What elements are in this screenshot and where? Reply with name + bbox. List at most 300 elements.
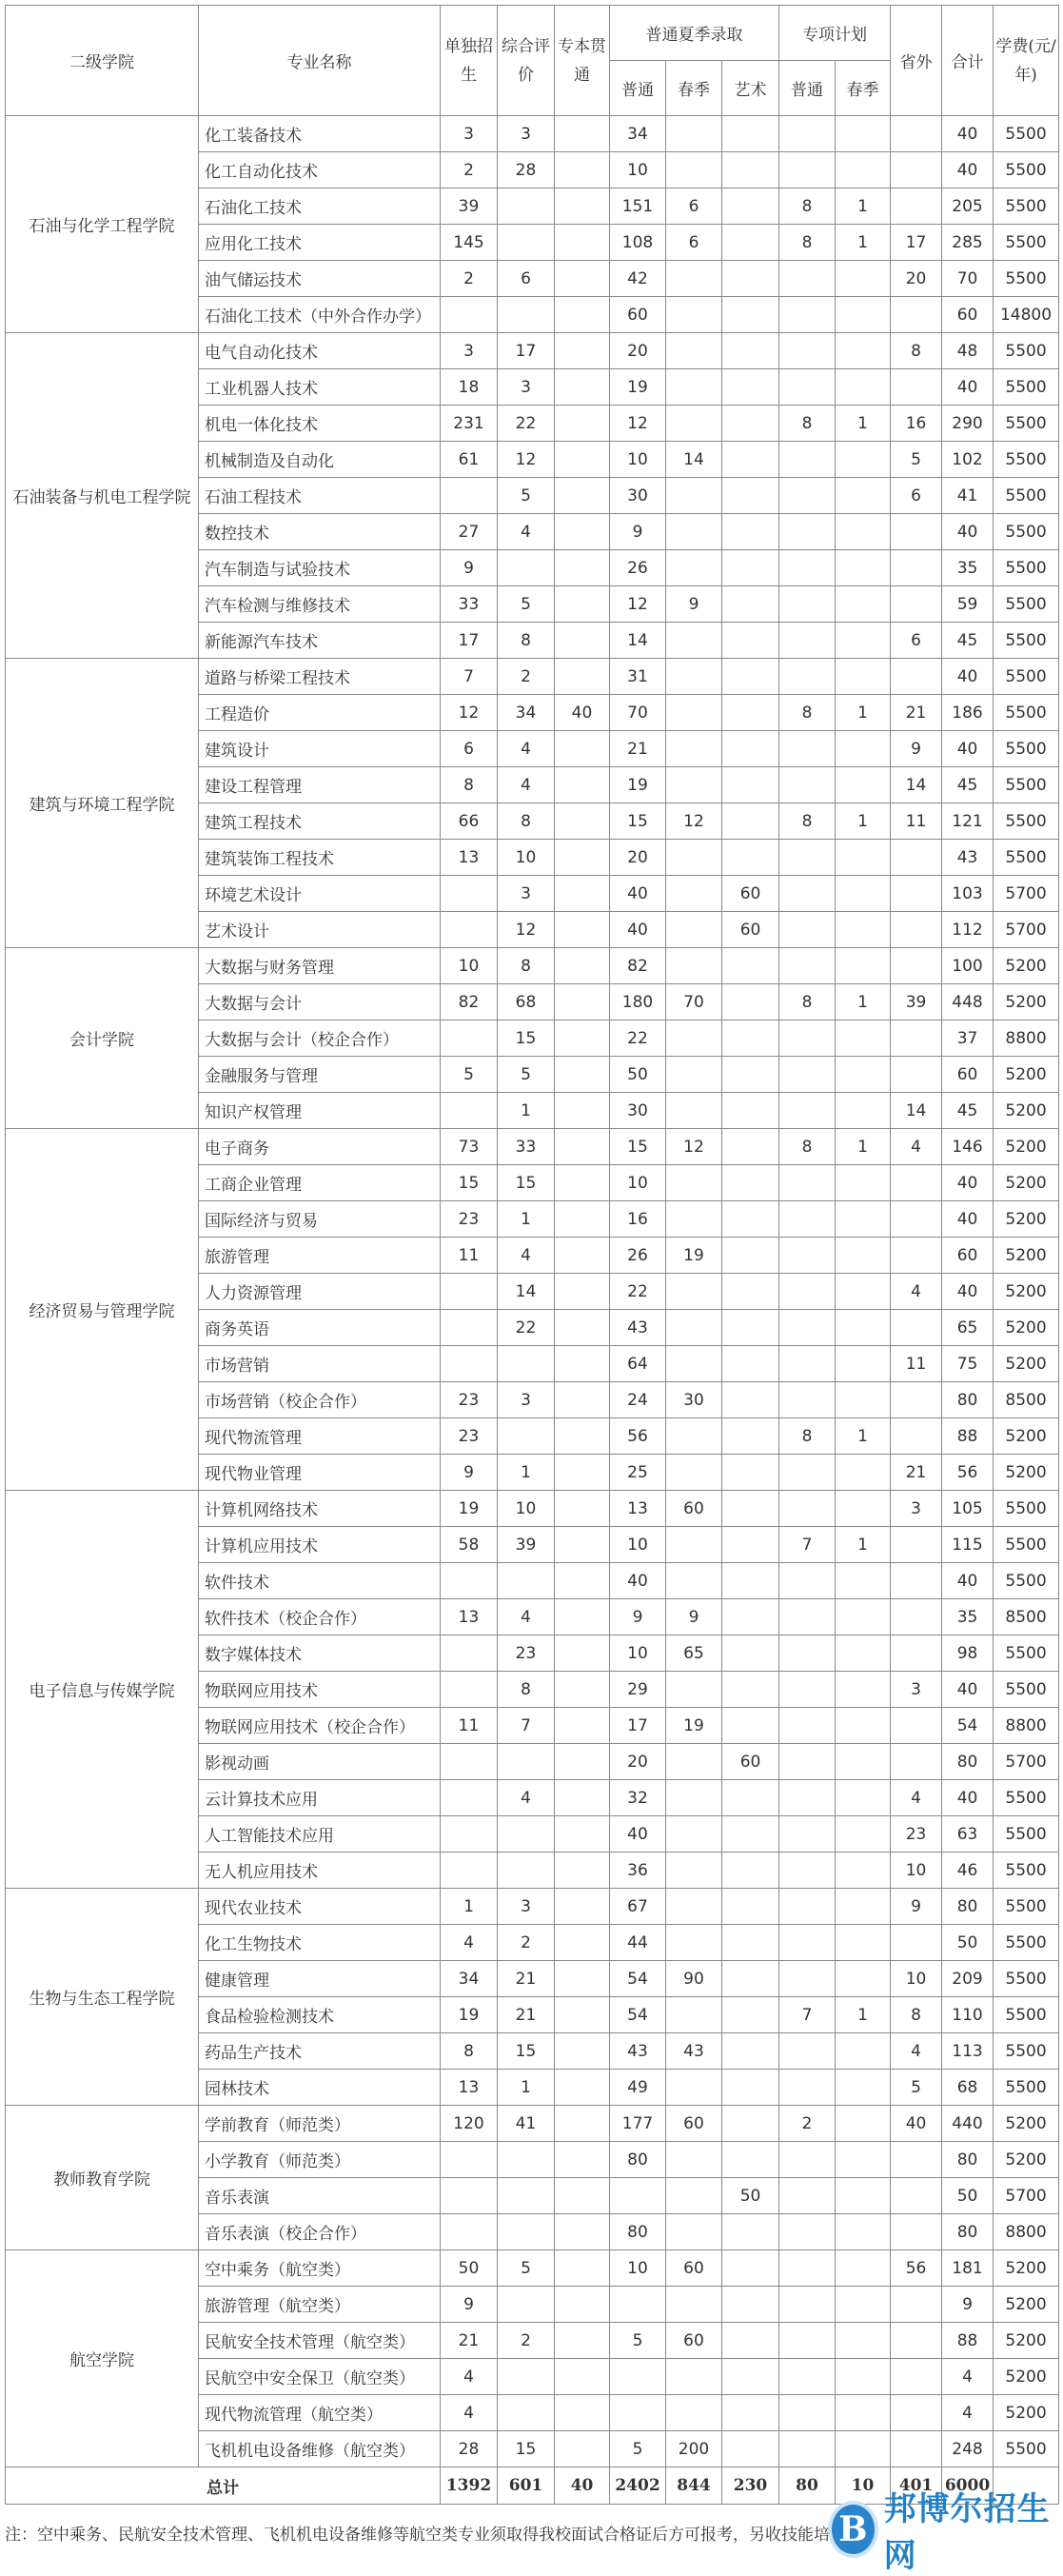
college-name: 会计学院	[6, 948, 199, 1129]
cell-through	[555, 1635, 610, 1672]
cell-total: 448	[942, 984, 994, 1020]
cell-special-regular: 8	[779, 984, 836, 1020]
cell-summer-regular: 43	[610, 1310, 666, 1346]
major-name: 现代农业技术	[199, 1889, 441, 1925]
cell-total: 110	[942, 1997, 994, 2033]
cell-special-regular: 8	[779, 1418, 836, 1455]
cell-summer-spring	[666, 333, 722, 369]
cell-special-spring	[836, 1708, 891, 1744]
cell-out-of-province: 9	[891, 731, 942, 767]
major-name: 小学教育（师范类）	[199, 2142, 441, 2178]
cell-out-of-province	[891, 2323, 942, 2359]
cell-summer-art	[722, 2070, 779, 2106]
cell-special-spring	[836, 1238, 891, 1274]
cell-solo	[441, 1020, 498, 1057]
major-name: 计算机应用技术	[199, 1527, 441, 1563]
cell-solo: 34	[441, 1961, 498, 1997]
cell-tuition: 5500	[994, 767, 1059, 803]
cell-summer-regular: 20	[610, 333, 666, 369]
cell-summer-spring	[666, 1744, 722, 1780]
cell-comprehensive: 2	[498, 2323, 555, 2359]
major-name: 国际经济与贸易	[199, 1201, 441, 1238]
cell-special-spring	[836, 1201, 891, 1238]
cell-tuition: 5500	[994, 406, 1059, 442]
cell-through	[555, 731, 610, 767]
cell-through	[555, 2106, 610, 2142]
cell-special-spring	[836, 333, 891, 369]
cell-solo	[441, 2214, 498, 2250]
cell-summer-spring	[666, 1672, 722, 1708]
cell-out-of-province: 14	[891, 767, 942, 803]
major-name: 人工智能技术应用	[199, 1816, 441, 1853]
major-name: 大数据与会计	[199, 984, 441, 1020]
cell-total: 285	[942, 225, 994, 261]
cell-solo: 23	[441, 1201, 498, 1238]
cell-solo	[441, 1744, 498, 1780]
cell-summer-spring: 12	[666, 803, 722, 840]
cell-out-of-province: 6	[891, 478, 942, 514]
cell-through	[555, 261, 610, 297]
cell-solo: 13	[441, 840, 498, 876]
cell-comprehensive: 1	[498, 2070, 555, 2106]
cell-out-of-province: 39	[891, 984, 942, 1020]
cell-special-regular: 8	[779, 1129, 836, 1165]
cell-special-regular	[779, 840, 836, 876]
cell-special-spring	[836, 2250, 891, 2287]
cell-summer-art	[722, 1961, 779, 1997]
cell-solo: 231	[441, 406, 498, 442]
cell-total: 48	[942, 333, 994, 369]
cell-special-regular	[779, 116, 836, 152]
cell-total: 121	[942, 803, 994, 840]
cell-through	[555, 2070, 610, 2106]
cell-comprehensive: 8	[498, 803, 555, 840]
major-name: 数字媒体技术	[199, 1635, 441, 1672]
cell-special-spring	[836, 1780, 891, 1816]
cell-through	[555, 1165, 610, 1201]
cell-comprehensive: 5	[498, 478, 555, 514]
cell-summer-spring	[666, 1274, 722, 1310]
cell-summer-art: 60	[722, 1744, 779, 1780]
cell-tuition: 5500	[994, 803, 1059, 840]
cell-solo	[441, 2142, 498, 2178]
cell-through	[555, 1346, 610, 1382]
cell-total: 88	[942, 2323, 994, 2359]
cell-comprehensive: 22	[498, 406, 555, 442]
major-name: 化工装备技术	[199, 116, 441, 152]
cell-special-spring	[836, 731, 891, 767]
cell-special-spring	[836, 876, 891, 912]
cell-solo	[441, 1853, 498, 1889]
cell-comprehensive: 28	[498, 152, 555, 188]
cell-summer-spring	[666, 297, 722, 333]
cell-summer-spring	[666, 659, 722, 695]
major-name: 工业机器人技术	[199, 369, 441, 406]
cell-summer-regular: 17	[610, 1708, 666, 1744]
cell-special-regular	[779, 1455, 836, 1491]
cell-special-regular	[779, 2142, 836, 2178]
cell-summer-spring	[666, 623, 722, 659]
cell-total: 80	[942, 2142, 994, 2178]
cell-summer-spring	[666, 1346, 722, 1382]
cell-special-regular	[779, 1020, 836, 1057]
cell-comprehensive: 34	[498, 695, 555, 731]
table-row	[6, 2250, 1059, 2287]
cell-solo: 4	[441, 1925, 498, 1961]
cell-tuition: 5500	[994, 333, 1059, 369]
cell-special-spring	[836, 767, 891, 803]
cell-solo	[441, 1274, 498, 1310]
college-name: 教师教育学院	[6, 2106, 199, 2250]
cell-summer-spring: 90	[666, 1961, 722, 1997]
cell-solo: 13	[441, 1599, 498, 1635]
cell-comprehensive: 4	[498, 1599, 555, 1635]
cell-through	[555, 586, 610, 623]
cell-summer-art	[722, 152, 779, 188]
cell-special-regular: 7	[779, 1997, 836, 2033]
cell-summer-spring: 30	[666, 1382, 722, 1418]
header-special-regular: 普通	[779, 61, 836, 116]
cell-special-spring	[836, 1635, 891, 1672]
major-name: 旅游管理（航空类）	[199, 2287, 441, 2323]
cell-solo: 4	[441, 2359, 498, 2395]
major-name: 油气储运技术	[199, 261, 441, 297]
major-name: 软件技术（校企合作）	[199, 1599, 441, 1635]
total-through: 40	[555, 2467, 610, 2505]
cell-special-spring	[836, 1961, 891, 1997]
major-name: 金融服务与管理	[199, 1057, 441, 1093]
major-name: 药品生产技术	[199, 2033, 441, 2070]
major-name: 应用化工技术	[199, 225, 441, 261]
cell-total: 9	[942, 2287, 994, 2323]
cell-through	[555, 1672, 610, 1708]
cell-comprehensive	[498, 2395, 555, 2431]
cell-solo	[441, 478, 498, 514]
major-name: 艺术设计	[199, 912, 441, 948]
table-row	[6, 659, 1059, 695]
cell-summer-art	[722, 550, 779, 586]
cell-through	[555, 2431, 610, 2467]
cell-solo	[441, 1310, 498, 1346]
cell-special-regular: 8	[779, 406, 836, 442]
cell-special-spring	[836, 116, 891, 152]
total-solo: 1392	[441, 2467, 498, 2505]
cell-summer-art	[722, 1346, 779, 1382]
cell-through	[555, 1780, 610, 1816]
cell-special-spring: 1	[836, 984, 891, 1020]
cell-summer-art	[722, 225, 779, 261]
cell-total: 4	[942, 2395, 994, 2431]
cell-through	[555, 2214, 610, 2250]
cell-comprehensive: 14	[498, 1274, 555, 1310]
cell-comprehensive	[498, 188, 555, 225]
cell-out-of-province	[891, 116, 942, 152]
cell-summer-art	[722, 2287, 779, 2323]
cell-through	[555, 188, 610, 225]
admission-plan-table	[5, 5, 1059, 2505]
cell-comprehensive: 12	[498, 912, 555, 948]
cell-total: 40	[942, 369, 994, 406]
cell-summer-art	[722, 1491, 779, 1527]
cell-summer-art	[722, 984, 779, 1020]
cell-out-of-province: 10	[891, 1853, 942, 1889]
header-summer-art: 艺术	[722, 61, 779, 116]
cell-special-regular	[779, 1780, 836, 1816]
cell-solo: 3	[441, 116, 498, 152]
cell-total: 102	[942, 442, 994, 478]
cell-solo: 8	[441, 2033, 498, 2070]
cell-summer-regular: 64	[610, 1346, 666, 1382]
cell-summer-art	[722, 1310, 779, 1346]
cell-solo: 12	[441, 695, 498, 731]
cell-comprehensive	[498, 2214, 555, 2250]
cell-out-of-province	[891, 2431, 942, 2467]
cell-through	[555, 116, 610, 152]
cell-special-spring	[836, 1346, 891, 1382]
cell-special-regular	[779, 2359, 836, 2395]
cell-summer-art	[722, 2033, 779, 2070]
cell-tuition: 5500	[994, 514, 1059, 550]
cell-tuition: 5700	[994, 2178, 1059, 2214]
cell-out-of-province	[891, 2214, 942, 2250]
cell-summer-spring	[666, 1455, 722, 1491]
cell-summer-regular: 19	[610, 767, 666, 803]
cell-through	[555, 1925, 610, 1961]
cell-total: 186	[942, 695, 994, 731]
total-summer-art: 230	[722, 2467, 779, 2505]
cell-through	[555, 1238, 610, 1274]
cell-summer-regular: 32	[610, 1780, 666, 1816]
cell-through	[555, 369, 610, 406]
cell-solo: 66	[441, 803, 498, 840]
cell-special-regular	[779, 1491, 836, 1527]
cell-comprehensive: 33	[498, 1129, 555, 1165]
cell-tuition: 5500	[994, 659, 1059, 695]
cell-special-spring	[836, 152, 891, 188]
cell-comprehensive	[498, 1563, 555, 1599]
cell-summer-art	[722, 1672, 779, 1708]
cell-out-of-province	[891, 948, 942, 984]
major-name: 现代物流管理	[199, 1418, 441, 1455]
cell-special-regular	[779, 586, 836, 623]
cell-through	[555, 550, 610, 586]
cell-out-of-province: 17	[891, 225, 942, 261]
cell-summer-regular: 25	[610, 1455, 666, 1491]
college-name: 建筑与环境工程学院	[6, 659, 199, 948]
cell-comprehensive	[498, 1853, 555, 1889]
footnote: 注：空中乘务、民航安全技术管理、飞机机电设备维修等航空类专业须取得我校面试合格证后方可报考，另收技能培	[5, 2526, 830, 2545]
cell-through	[555, 2178, 610, 2214]
cell-comprehensive: 1	[498, 1201, 555, 1238]
cell-through	[555, 297, 610, 333]
cell-comprehensive: 7	[498, 1708, 555, 1744]
cell-solo: 13	[441, 2070, 498, 2106]
cell-comprehensive: 5	[498, 586, 555, 623]
cell-special-spring	[836, 840, 891, 876]
major-name: 石油化工技术（中外合作办学）	[199, 297, 441, 333]
cell-special-spring	[836, 2142, 891, 2178]
cell-special-spring	[836, 1274, 891, 1310]
cell-solo: 61	[441, 442, 498, 478]
cell-special-spring	[836, 2214, 891, 2250]
cell-through	[555, 767, 610, 803]
cell-through	[555, 1310, 610, 1346]
cell-comprehensive: 8	[498, 1672, 555, 1708]
cell-through	[555, 2142, 610, 2178]
cell-summer-regular: 40	[610, 1563, 666, 1599]
college-name: 生物与生态工程学院	[6, 1889, 199, 2106]
cell-summer-spring	[666, 1816, 722, 1853]
cell-total: 50	[942, 2178, 994, 2214]
cell-out-of-province: 3	[891, 1491, 942, 1527]
cell-summer-regular: 36	[610, 1853, 666, 1889]
cell-tuition: 5500	[994, 188, 1059, 225]
cell-total: 45	[942, 623, 994, 659]
cell-through	[555, 840, 610, 876]
cell-tuition: 5500	[994, 550, 1059, 586]
cell-special-regular	[779, 1346, 836, 1382]
cell-special-spring	[836, 1057, 891, 1093]
cell-summer-regular: 12	[610, 586, 666, 623]
cell-special-regular	[779, 2431, 836, 2467]
cell-total: 113	[942, 2033, 994, 2070]
cell-special-spring	[836, 1563, 891, 1599]
cell-comprehensive: 8	[498, 623, 555, 659]
cell-comprehensive: 4	[498, 1238, 555, 1274]
cell-total: 440	[942, 2106, 994, 2142]
cell-summer-spring	[666, 1925, 722, 1961]
cell-solo	[441, 1780, 498, 1816]
cell-summer-art	[722, 1635, 779, 1672]
cell-through	[555, 1057, 610, 1093]
cell-summer-art	[722, 840, 779, 876]
cell-summer-spring	[666, 2395, 722, 2431]
cell-out-of-province	[891, 2395, 942, 2431]
cell-through	[555, 948, 610, 984]
cell-special-spring: 1	[836, 188, 891, 225]
cell-out-of-province	[891, 1563, 942, 1599]
cell-comprehensive: 41	[498, 2106, 555, 2142]
cell-total: 103	[942, 876, 994, 912]
cell-summer-art	[722, 1093, 779, 1129]
major-name: 石油化工技术	[199, 188, 441, 225]
cell-summer-art	[722, 1925, 779, 1961]
cell-summer-regular: 22	[610, 1020, 666, 1057]
cell-through	[555, 478, 610, 514]
cell-summer-regular: 19	[610, 369, 666, 406]
cell-through	[555, 406, 610, 442]
cell-total: 80	[942, 1382, 994, 1418]
cell-comprehensive: 68	[498, 984, 555, 1020]
cell-solo	[441, 1346, 498, 1382]
cell-solo	[441, 297, 498, 333]
cell-tuition: 5200	[994, 1418, 1059, 1455]
major-name: 学前教育（师范类）	[199, 2106, 441, 2142]
cell-special-spring: 1	[836, 225, 891, 261]
cell-out-of-province	[891, 1635, 942, 1672]
college-name: 经济贸易与管理学院	[6, 1129, 199, 1491]
total-special-spring: 10	[836, 2467, 891, 2505]
cell-special-regular	[779, 442, 836, 478]
cell-out-of-province	[891, 840, 942, 876]
cell-summer-regular: 60	[610, 297, 666, 333]
cell-tuition: 5200	[994, 2395, 1059, 2431]
cell-total: 40	[942, 731, 994, 767]
cell-out-of-province	[891, 152, 942, 188]
cell-total: 75	[942, 1346, 994, 1382]
cell-tuition: 5500	[994, 840, 1059, 876]
cell-comprehensive	[498, 1816, 555, 1853]
cell-comprehensive: 6	[498, 261, 555, 297]
cell-tuition: 5500	[994, 1997, 1059, 2033]
major-name: 石油工程技术	[199, 478, 441, 514]
cell-summer-spring	[666, 116, 722, 152]
cell-special-regular	[779, 1889, 836, 1925]
cell-solo	[441, 1563, 498, 1599]
cell-solo: 5	[441, 1057, 498, 1093]
cell-summer-art	[722, 1599, 779, 1635]
major-name: 建筑设计	[199, 731, 441, 767]
cell-tuition: 5200	[994, 1455, 1059, 1491]
watermark-logo	[832, 2490, 1055, 2575]
cell-out-of-province: 9	[891, 1889, 942, 1925]
cell-through	[555, 2033, 610, 2070]
cell-special-regular	[779, 623, 836, 659]
cell-special-spring: 1	[836, 406, 891, 442]
logo-text: 邦博尔招生网	[883, 2490, 1051, 2575]
cell-summer-art	[722, 1708, 779, 1744]
cell-comprehensive: 39	[498, 1527, 555, 1563]
cell-total: 205	[942, 188, 994, 225]
cell-summer-regular: 10	[610, 442, 666, 478]
cell-tuition: 5500	[994, 1672, 1059, 1708]
cell-special-spring: 1	[836, 1527, 891, 1563]
cell-total: 4	[942, 2359, 994, 2395]
cell-special-regular	[779, 1165, 836, 1201]
cell-summer-spring	[666, 1889, 722, 1925]
college-name: 石油与化学工程学院	[6, 116, 199, 333]
cell-through	[555, 659, 610, 695]
total-summer-spring: 844	[666, 2467, 722, 2505]
cell-special-spring	[836, 1310, 891, 1346]
cell-total: 40	[942, 116, 994, 152]
cell-out-of-province	[891, 1310, 942, 1346]
cell-summer-art	[722, 2106, 779, 2142]
cell-tuition: 5500	[994, 586, 1059, 623]
cell-through	[555, 2250, 610, 2287]
major-name: 云计算技术应用	[199, 1780, 441, 1816]
cell-summer-spring	[666, 840, 722, 876]
cell-comprehensive	[498, 1744, 555, 1780]
cell-tuition: 5200	[994, 984, 1059, 1020]
cell-through	[555, 1274, 610, 1310]
cell-summer-regular: 13	[610, 1491, 666, 1527]
cell-tuition: 5700	[994, 912, 1059, 948]
major-name: 机电一体化技术	[199, 406, 441, 442]
cell-tuition: 5500	[994, 695, 1059, 731]
cell-solo: 120	[441, 2106, 498, 2142]
cell-out-of-province	[891, 1925, 942, 1961]
cell-special-spring	[836, 2178, 891, 2214]
cell-tuition: 5500	[994, 2431, 1059, 2467]
cell-summer-regular: 108	[610, 225, 666, 261]
cell-total: 40	[942, 1165, 994, 1201]
cell-special-regular	[779, 731, 836, 767]
cell-summer-regular	[610, 2359, 666, 2395]
cell-tuition: 5500	[994, 1780, 1059, 1816]
cell-special-spring	[836, 550, 891, 586]
cell-special-regular	[779, 1310, 836, 1346]
